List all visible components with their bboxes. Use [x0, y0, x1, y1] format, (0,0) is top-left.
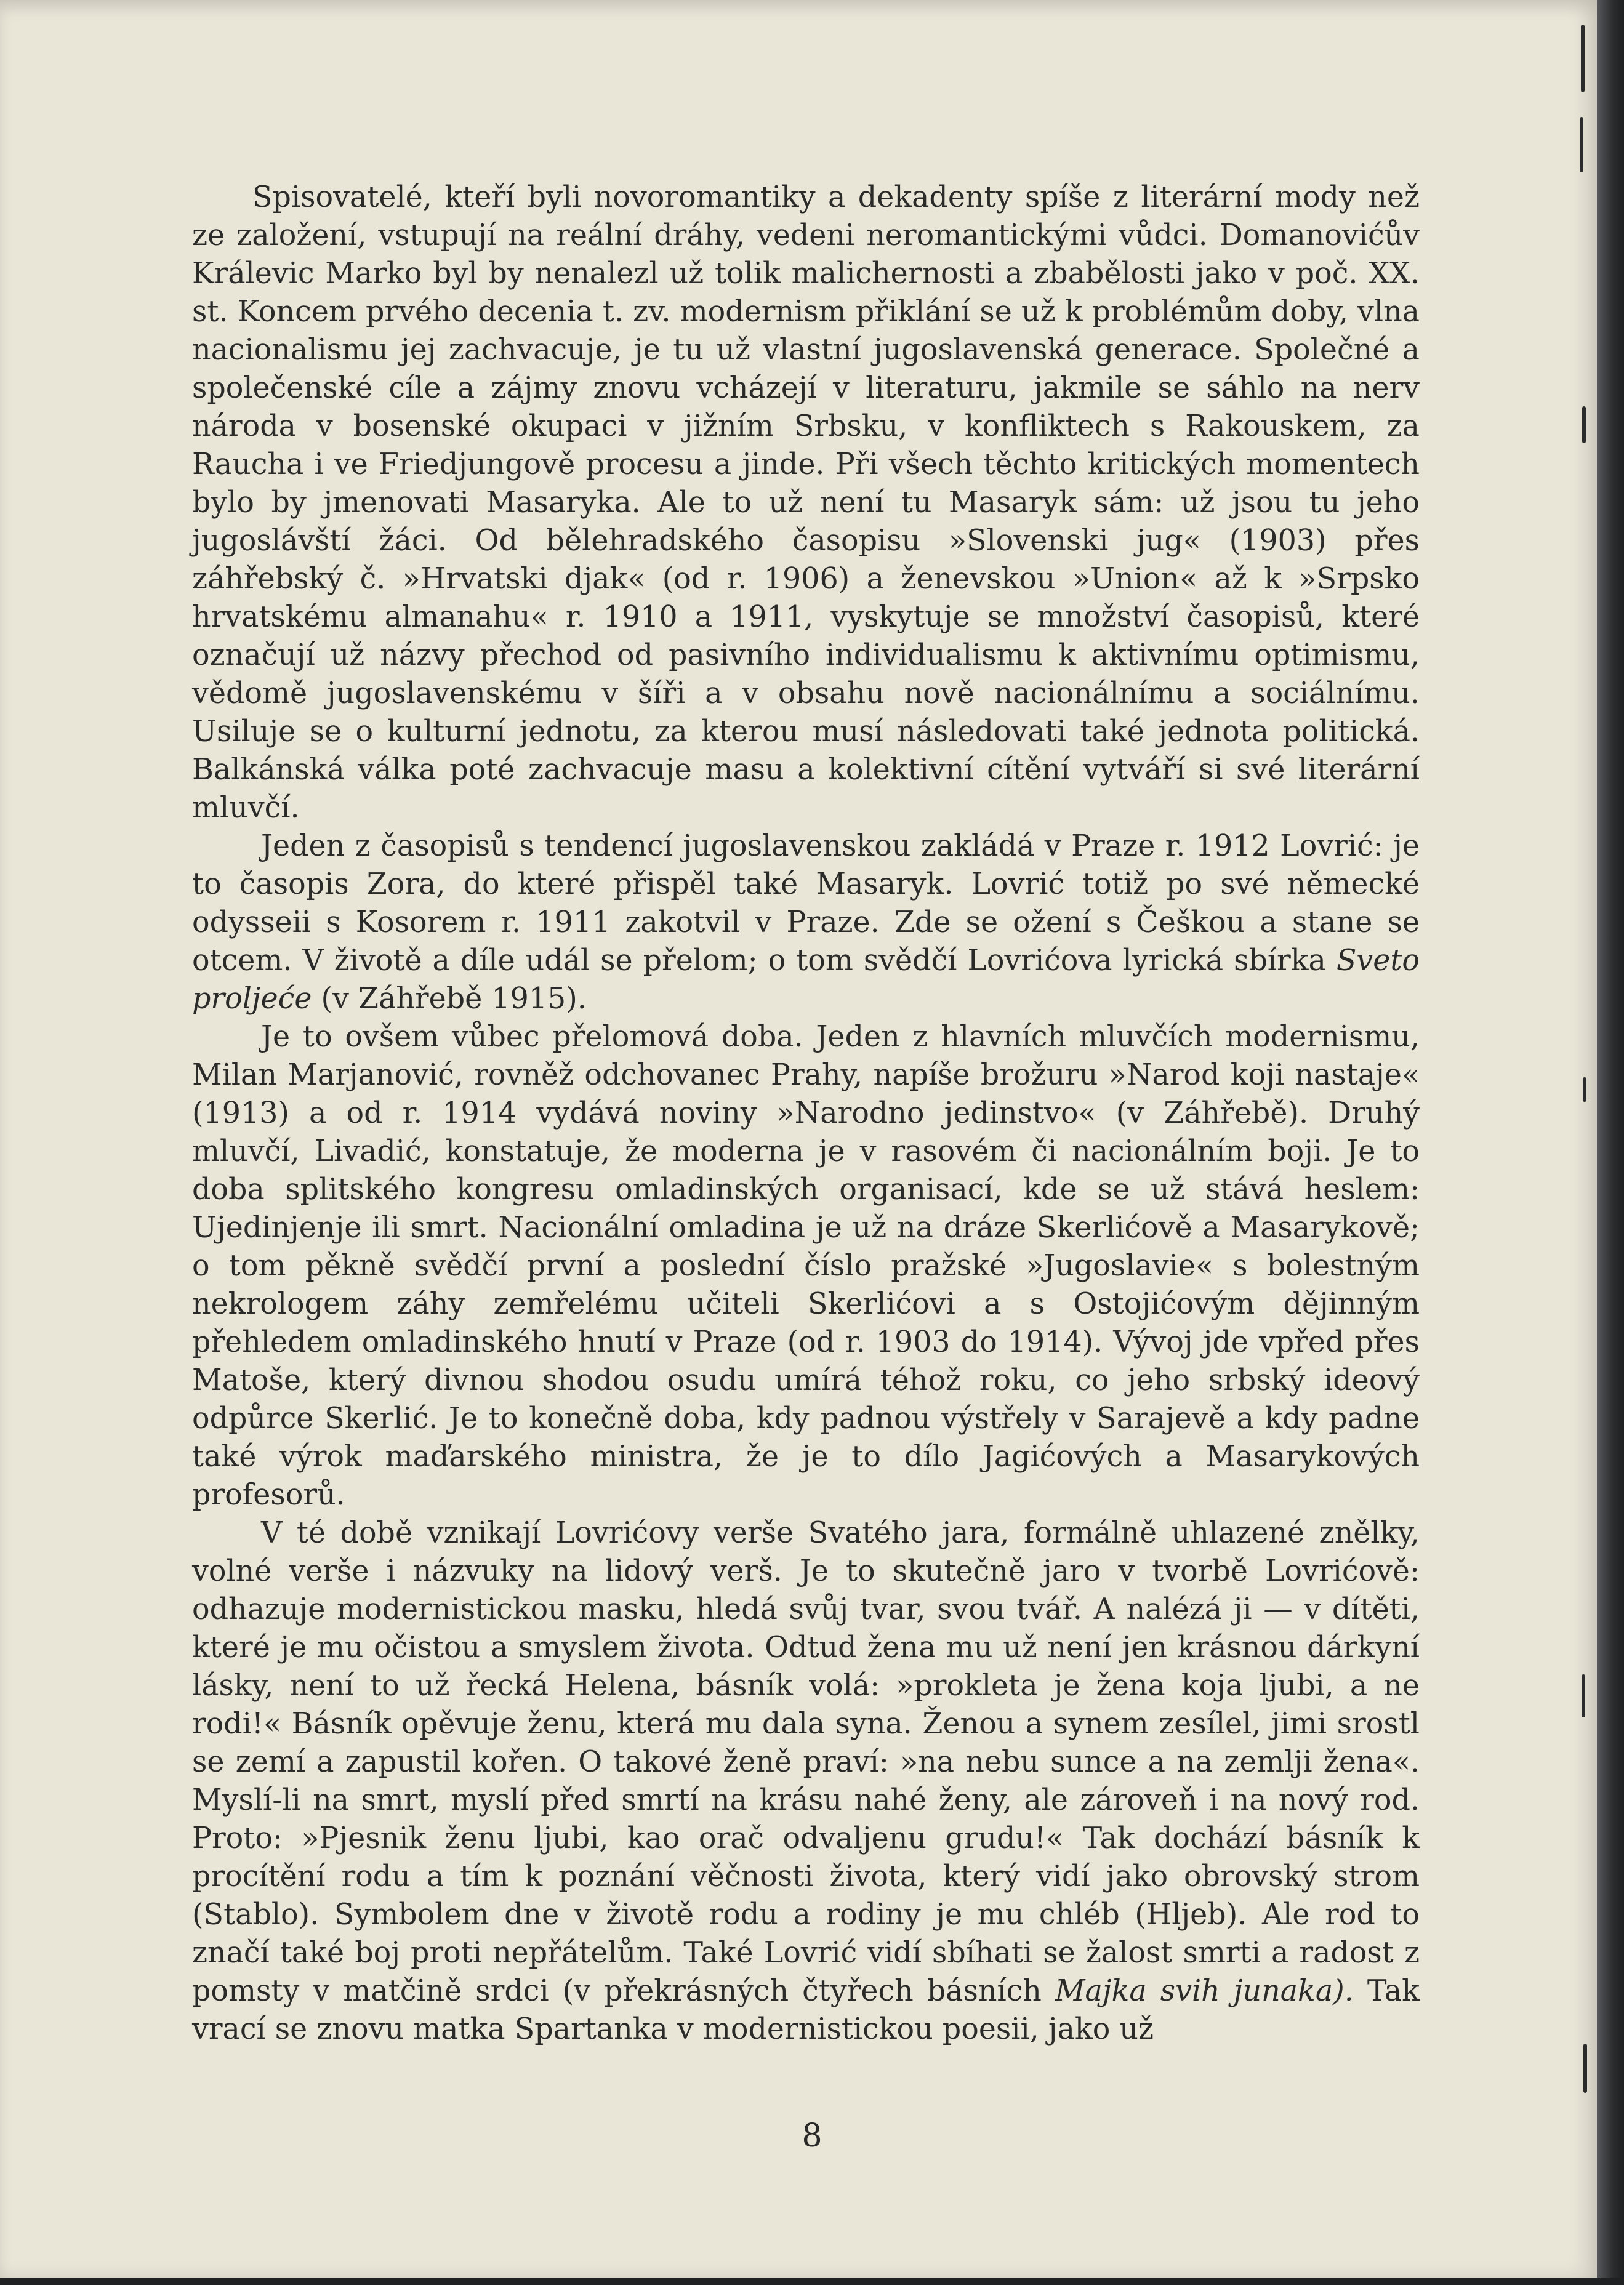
margin-mark: [1583, 1077, 1586, 1102]
poem-title-majka-svih-junaka: Majka svih junaka).: [1055, 1974, 1354, 2008]
paragraph-4-text: V té době vznikají Lovrićovy verše Svatého jara, formálně uhlazené znělky, volné verše i názvuky na lidový verš. Je to skutečně jaro v tvorbě Lovrićově: odhazuje modernistickou masku, hledá svůj tvar, svou tvář. A nalézá ji — v dítěti, které je mu očistou a smyslem života. Odtud žena mu už není jen krásnou dárkyní lásky, není to už řecká Helena, básník volá: »prokleta je žena koja ljubi, a ne rodi!« Básník opěvuje ženu, která mu dala syna. Ženou a synem zesílel, jimi srostl se zemí a zapustil kořen. O takové ženě praví: »na nebu sunce a na zemlji žena«. Myslí-li na smrt, myslí před smrtí na krásu nahé ženy, ale zároveň i na nový rod. Proto: »Pjesnik ženu ljubi, kao orač odvaljenu grudu!« Tak dochází básník k procítění rodu a tím k poznání věčnosti života, který vidí jako obrovský strom (Stablo). Symbolem dne v životě rodu a rodiny je mu chléb (Hljeb). Ale rod to značí také boj proti nepřátelům. Také Lovrić vidí sbíhati se žalost smrti a radost z pomsty v matčině srdci (v překrásných čtyřech básních: [192, 1516, 1420, 2008]
margin-mark: [1582, 1674, 1585, 1717]
paragraph-2-tail: (v Záhřebě 1915).: [312, 982, 587, 1016]
margin-mark: [1580, 117, 1583, 172]
margin-mark: [1581, 25, 1585, 92]
paragraph-1: Spisovatelé, kteří byli novoromantiky a dekadenty spíše z literární mody než ze založení, vstupují na reální dráhy, vedeni neromantickými vůdci. Domanovićův Králevic Marko byl by nenalezl už tolik malichernosti a zbabělosti jako v poč. XX. st. Koncem prvého decenia t. zv. modernism přiklání se už k problémům doby, vlna nacionalismu jej zachvacuje, je tu už vlastní jugoslavenská generace. Společné a společenské cíle a zájmy znovu vcházejí v literaturu, jakmile se sáhlo na nerv národa v bosenské okupaci v jižním Srbsku, v konfliktech s Rakouskem, za Raucha i ve Friedjungově procesu a jinde. Při všech těchto kritických momentech bylo by jmenovati Masaryka. Ale to už není tu Masaryk sám: už jsou tu jeho jugoslávští žáci. Od bělehradského časopisu »Slovenski jug« (1903) přes záhřebský č. »Hrvatski djak« (od r. 1906) a ženevskou »Union« až k »Srpsko hrvatskému almanahu« r. 1910 a 1911, vyskytuje se množství časopisů, které označují už názvy přechod od pasivního individualismu k aktivnímu optimismu, vědomě jugoslavenskému v šíři a v obsahu nově nacionálnímu a sociálnímu. Usiluje se o kulturní jednotu, za kterou musí následovati také jednota politická. Balkánská válka poté zachvacuje masu a kolektivní cítění vytváří si své literární mluvčí.: [192, 180, 1420, 825]
bottom-edge-shadow: [0, 2278, 1624, 2285]
page-number: 8: [802, 2118, 822, 2154]
paragraph-3: Je to ovšem vůbec přelomová doba. Jeden z hlavních mluvčích modernismu, Milan Marjanović, rovněž odchovanec Prahy, napíše brožuru »Narod koji nastaje« (1913) a od r. 1914 vydává noviny »Narodno jedinstvo« (v Záhřebě). Druhý mluvčí, Livadić, konstatuje, že moderna je v rasovém či nacionálním boji. Je to doba splitského kongresu omladinských organisací, kde se už stává heslem: Ujedinjenje ili smrt. Nacionální omladina je už na dráze Skerlićově a Masarykově; o tom pěkně svědčí první a poslední číslo pražské »Jugoslavie« s bolestným nekrologem záhy zemřelému učiteli Skerlićovi a s Ostojićovým dějinným přehledem omladinského hnutí v Praze (od r. 1903 do 1914). Vývoj jde vpřed přes Matoše, který divnou shodou osudu umírá téhož roku, co jeho srbský ideový odpůrce Skerlić. Je to konečně doba, kdy padnou výstřely v Sarajevě a kdy padne také výrok maďarského ministra, že je to dílo Jagićových a Masarykových profesorů.: [192, 1020, 1420, 1512]
paragraph-4-tail: Tak vrací se znovu matka Spartanka v modernistickou poesii, jako už: [192, 1974, 1420, 2046]
margin-mark: [1583, 2044, 1587, 2093]
body-text: [192, 179, 1420, 2049]
page-edge-shadow: [1597, 0, 1624, 2285]
paragraph-2-text: Jeden z časopisů s tendencí jugoslavenskou zakládá v Praze r. 1912 Lovrić: je to časopis Zora, do které přispěl také Masaryk. Lovrić totiž po své německé odysseii s Kosorem r. 1911 zakotvil v Praze. Zde se ožení s Češkou a stane se otcem. V životě a díle udál se přelom; o tom svědčí Lovrićova lyrická sbírka: [192, 829, 1420, 978]
paragraph-4: [192, 1514, 1420, 2049]
margin-mark: [1582, 406, 1586, 443]
paragraph-2: [192, 827, 1420, 1018]
book-title-sveto-proljece: Sveto proljeće: [192, 944, 1420, 1016]
